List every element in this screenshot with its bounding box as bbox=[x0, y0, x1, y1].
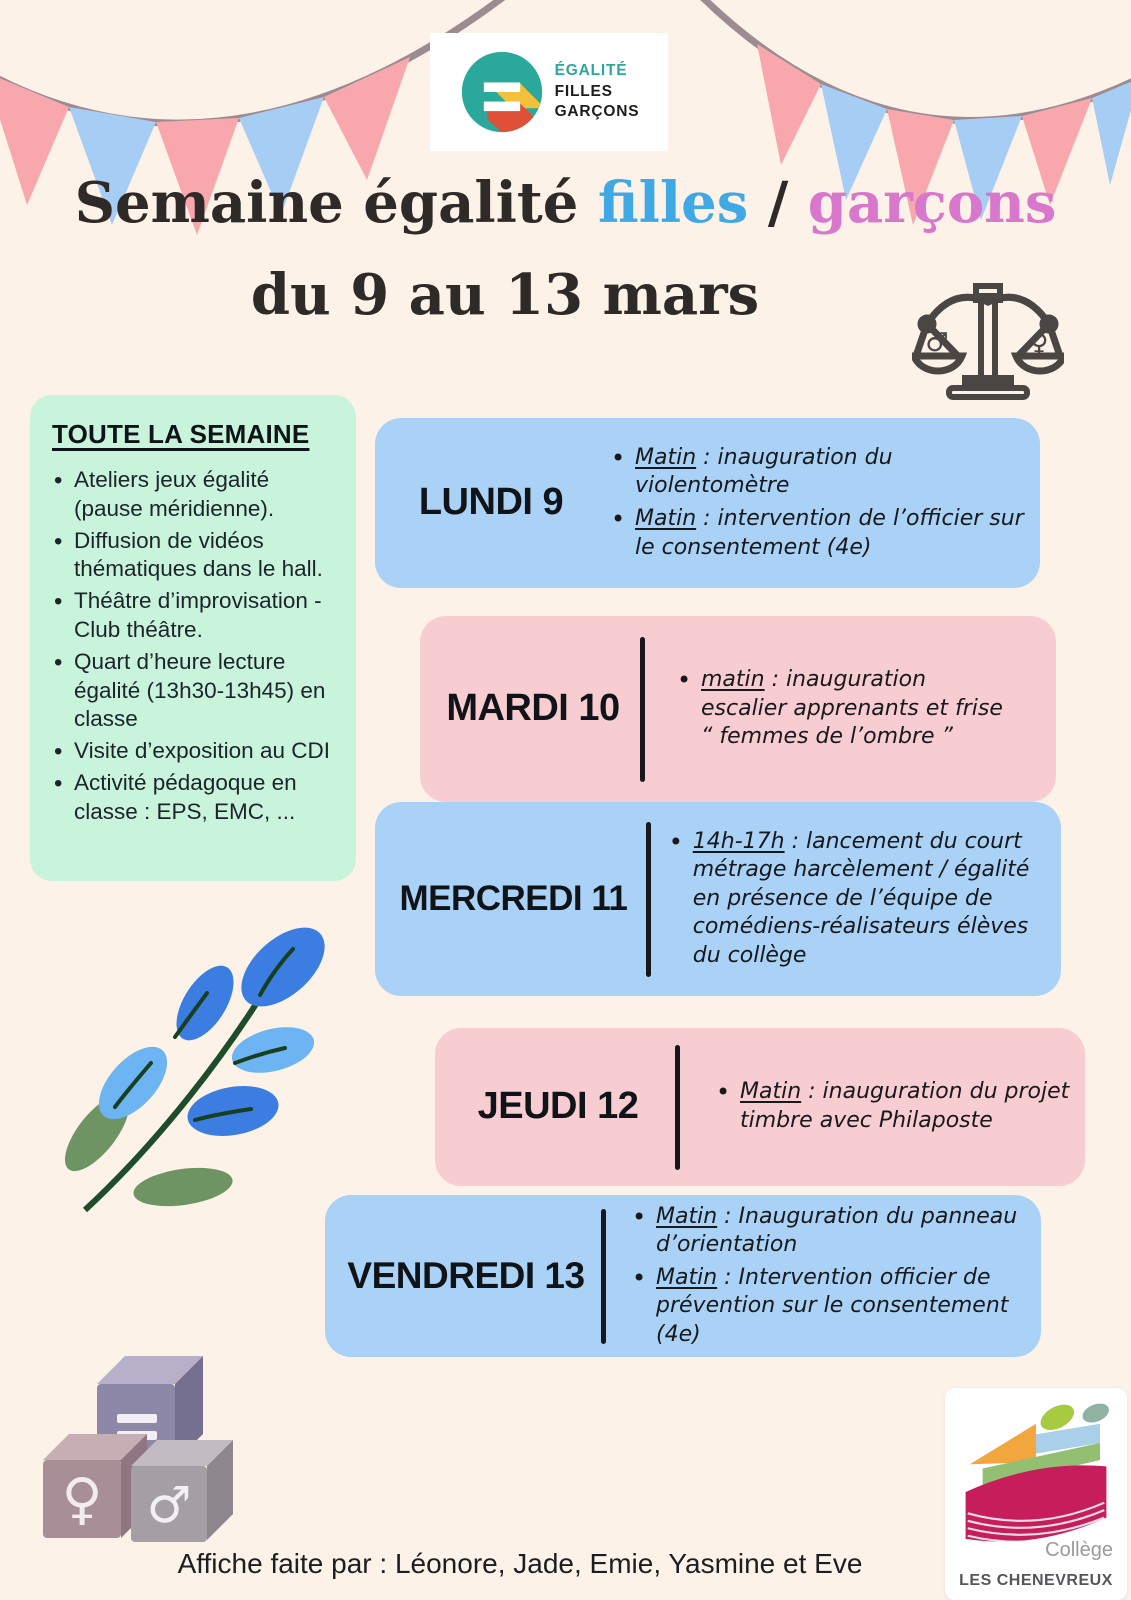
list-item: • Visite d’exposition au CDI bbox=[74, 737, 342, 766]
day-box-lundi bbox=[375, 418, 1040, 588]
list-item: • Quart d’heure lecture égalité (13h30-13h45) en classe bbox=[74, 648, 342, 734]
time-label: matin bbox=[701, 667, 765, 693]
balance-scale-icon bbox=[912, 272, 1064, 404]
egalite-logo-card bbox=[430, 33, 668, 151]
list-item bbox=[693, 828, 1061, 971]
list-item bbox=[656, 1264, 1032, 1350]
day-name: VENDREDI 13 bbox=[347, 1254, 585, 1296]
svg-text:♀: ♀ bbox=[1029, 329, 1049, 359]
list-item: • Activité pédagoque en classe : EPS, EMC, ... bbox=[74, 769, 342, 827]
event-text: : intervention de l’officier sur le consentement (4e) bbox=[635, 506, 1024, 560]
equality-blocks-illustration bbox=[35, 1338, 235, 1568]
college-logo-card bbox=[945, 1388, 1127, 1600]
day-box-mercredi bbox=[375, 802, 1061, 996]
week-box bbox=[30, 395, 356, 881]
list-item bbox=[656, 1203, 1032, 1260]
title-part-garcons: garçons bbox=[807, 170, 1057, 236]
poster-title-line2: du 9 au 13 mars bbox=[250, 262, 760, 328]
event-text: : inauguration du violentomètre bbox=[635, 444, 893, 499]
event-text: : inauguration escalier apprenants et frise “ femmes de l’ombre ” bbox=[701, 667, 1003, 750]
day-box-mardi bbox=[420, 616, 1056, 802]
title-part-semaine: Semaine égalité bbox=[74, 170, 598, 236]
time-label: 14h-17h bbox=[692, 828, 785, 854]
week-box-title: TOUTE LA SEMAINE bbox=[52, 419, 310, 449]
day-name: MERCREDI 11 bbox=[399, 878, 628, 918]
title-part-filles: filles bbox=[597, 170, 749, 236]
list-item: • Théâtre d’improvisation - Club théâtre. bbox=[74, 587, 342, 645]
list-item bbox=[635, 505, 1035, 562]
time-label: Matin bbox=[635, 444, 697, 470]
time-label: Matin bbox=[740, 1079, 802, 1105]
day-name: MARDI 10 bbox=[446, 687, 620, 730]
poster-title-line1 bbox=[0, 170, 1131, 236]
plant-illustration bbox=[55, 915, 345, 1215]
vertical-divider bbox=[601, 1209, 606, 1344]
list-item: • Diffusion de vidéos thématiques dans le hall. bbox=[74, 527, 342, 585]
credit-line: Affiche faite par : Léonore, Jade, Emie, Yasmine et Eve bbox=[177, 1548, 863, 1579]
time-label: Matin bbox=[656, 1203, 718, 1229]
list-item bbox=[635, 444, 1035, 501]
day-schedule-list bbox=[673, 662, 1003, 756]
day-schedule-list bbox=[665, 824, 1061, 975]
event-text: : inauguration du projet timbre avec Philaposte bbox=[740, 1079, 1070, 1133]
egalite-logo-icon bbox=[459, 49, 545, 135]
college-label-big: LES CHENEVREUX bbox=[959, 1572, 1113, 1589]
event-text: : lancement du court métrage harcèlement / égalité en présence de l’équipe de comédiens-réalisateurs élèves du collège bbox=[692, 828, 1030, 968]
egalite-logo-text bbox=[555, 61, 640, 124]
day-name: LUNDI 9 bbox=[418, 481, 564, 524]
day-name: JEUDI 12 bbox=[477, 1085, 639, 1128]
week-box-list bbox=[48, 466, 342, 827]
title-part-separator: / bbox=[748, 170, 808, 236]
day-box-jeudi bbox=[435, 1028, 1085, 1186]
time-label: Matin bbox=[656, 1264, 718, 1290]
day-schedule-list bbox=[607, 440, 1035, 566]
day-box-vendredi bbox=[325, 1195, 1041, 1357]
logo-line-garcons: GARÇONS bbox=[554, 103, 640, 121]
event-text: : Inauguration du panneau d’orientation bbox=[656, 1203, 1018, 1258]
day-schedule-list bbox=[628, 1199, 1032, 1354]
list-item bbox=[740, 1078, 1072, 1135]
logo-line-filles: FILLES bbox=[554, 82, 613, 100]
list-item: • Ateliers jeux égalité (pause méridienne). bbox=[74, 466, 342, 524]
day-schedule-list bbox=[712, 1074, 1072, 1139]
logo-line-egalite: ÉGALITÉ bbox=[554, 61, 628, 79]
time-label: Matin bbox=[635, 506, 697, 531]
svg-text:♂: ♂ bbox=[925, 328, 949, 358]
college-logo-icon bbox=[945, 1396, 1127, 1556]
vertical-divider bbox=[675, 1045, 680, 1170]
vertical-divider bbox=[646, 822, 651, 977]
vertical-divider bbox=[640, 637, 645, 782]
event-text: : Intervention officier de prévention sur le consentement (4e) bbox=[656, 1264, 1009, 1347]
svg-text:♂: ♂ bbox=[146, 1476, 192, 1534]
list-item bbox=[701, 666, 1003, 752]
college-label-small: Collège bbox=[1045, 1539, 1113, 1561]
svg-text:♀: ♀ bbox=[61, 1467, 103, 1532]
